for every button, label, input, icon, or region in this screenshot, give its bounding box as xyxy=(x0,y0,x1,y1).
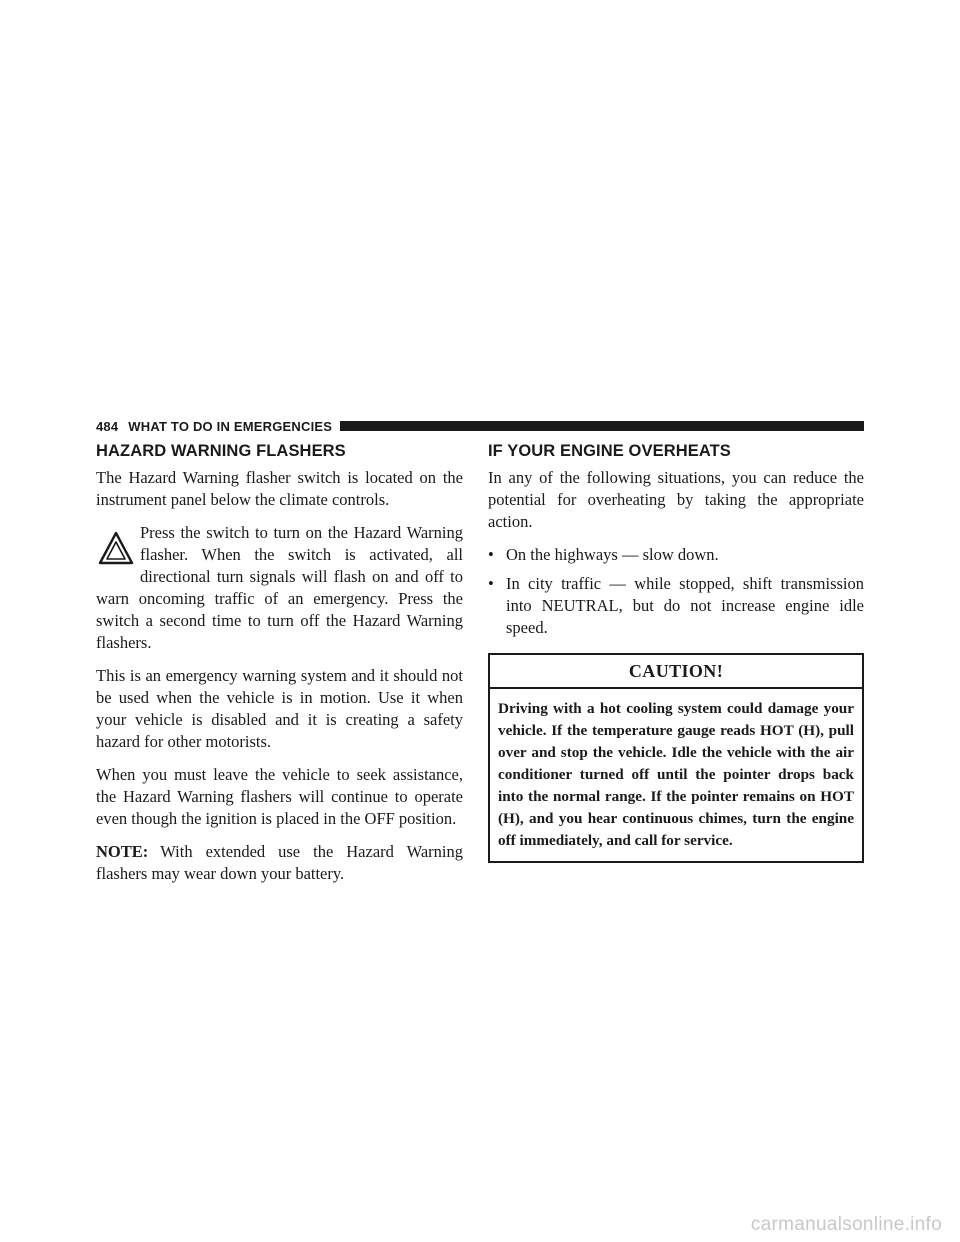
overheat-list xyxy=(488,544,864,639)
watermark: carmanualsonline.info xyxy=(750,1214,942,1235)
hazard-paragraph-3: This is an emergency warning system and it should not be used when the vehicle is in motion. Use it when your vehicle is disabled and it is creating a safety hazard for other motorists. xyxy=(96,666,463,751)
hazard-note xyxy=(96,841,463,885)
hazard-paragraph-4: When you must leave the vehicle to seek assistance, the Hazard Warning flashers will continue to operate even though the ignition is placed in the OFF position. xyxy=(96,765,463,828)
hazard-paragraph-2: Press the switch to turn on the Hazard Warning flasher. When the switch is activated, all directional turn signals will flash on and off to warn oncoming traffic of an emergency. Press the switch a second time to turn off the Hazard Warning flashers. xyxy=(96,523,463,652)
caution-box xyxy=(488,653,864,863)
left-column xyxy=(96,440,463,896)
caution-title: CAUTION! xyxy=(490,655,862,689)
hazard-heading: HAZARD WARNING FLASHERS xyxy=(96,442,346,460)
caution-text: Driving with a hot cooling system could damage your vehicle. If the temperature gauge reads HOT (H), pull over and stop the vehicle. Idle the vehicle with the air conditioner turned off until the pointer drops back into the normal range. If the pointer remains on HOT (H), and you hear continuous chimes, turn the engine off immediately, and call for service. xyxy=(498,700,854,849)
list-item: • On the highways — slow down. xyxy=(488,545,719,564)
list-item: • In city traffic — while stopped, shift transmission into NEUTRAL, but do not increase engine idle speed. xyxy=(488,574,864,637)
note-label: NOTE: xyxy=(96,842,149,861)
note-text: With extended use the Hazard Warning flashers may wear down your battery. xyxy=(96,842,463,883)
header-rule xyxy=(340,421,864,431)
page-header xyxy=(96,417,864,435)
bullet-icon: • xyxy=(488,574,494,593)
page-number: 484 xyxy=(96,418,119,434)
right-column xyxy=(488,440,864,863)
bullet-icon: • xyxy=(488,545,494,564)
hazard-switch-block xyxy=(96,522,463,654)
hazard-triangle-icon xyxy=(96,525,136,575)
section-title: WHAT TO DO IN EMERGENCIES xyxy=(128,418,333,434)
hazard-paragraph-1: The Hazard Warning flasher switch is located on the instrument panel below the climate controls. xyxy=(96,468,463,509)
overheat-intro: In any of the following situations, you can reduce the potential for overheating by taking the appropriate action. xyxy=(488,468,864,531)
overheat-heading: IF YOUR ENGINE OVERHEATS xyxy=(488,442,731,460)
